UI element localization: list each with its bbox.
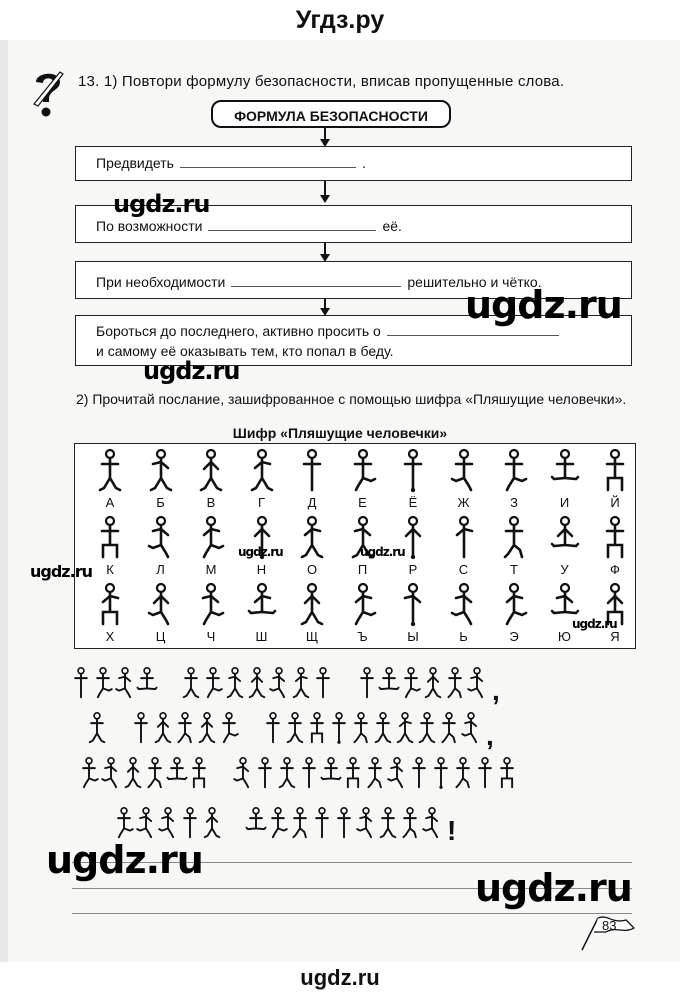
cipher-letter: М [205,562,217,577]
cipher-cell [237,582,287,650]
cipher-cell [590,515,640,583]
dancing-man-icon [166,752,188,796]
dancing-man-icon [262,707,284,751]
dancing-man-icon [146,582,176,630]
cipher-letter: К [106,562,114,577]
cipher-cell [439,448,489,516]
dancing-man-icon [600,515,630,563]
dancing-man-icon [550,448,580,496]
cipher-letter: С [458,562,469,577]
cipher-letter: Ж [457,495,470,510]
dancing-man-icon [408,752,430,796]
dancing-man-icon [297,448,327,496]
dancing-man-icon [196,515,226,563]
dancing-man-icon [86,707,108,751]
dancing-man-icon [312,662,334,706]
formula-step-3: При необходимости решительно и чётко. [75,261,632,299]
dancing-man-icon [394,707,416,751]
cipher-letter: И [559,495,570,510]
cipher-cell [489,515,539,583]
dancing-man-icon [114,662,136,706]
task-part1: 1) Повтори формулу безопасности, вписав пропущенные слова. [103,73,565,90]
cipher-letter: З [510,495,518,510]
cipher-cell [287,448,337,516]
task-number: 13. [78,73,100,90]
dancing-man-icon [284,707,306,751]
cipher-cell [136,448,186,516]
dancing-man-icon [422,662,444,706]
cipher-letter: Э [509,629,519,644]
dancing-man-icon [449,448,479,496]
dancing-man-icon [297,582,327,630]
watermark-text: ugdz.ru [46,838,203,882]
dancing-man-icon [201,802,223,846]
dancing-man-icon [348,582,378,630]
site-header: Угдз.ру [295,6,385,34]
cipher-letter: Ы [407,629,419,644]
dancing-man-icon [416,707,438,751]
dancing-man-icon [342,752,364,796]
punctuation: ! [447,815,457,846]
cipher-letter: Х [105,629,115,644]
cipher-letter: Т [510,562,518,577]
watermark-text: ugdz.ru [30,562,92,581]
dancing-man-icon [196,582,226,630]
dancing-man-icon [474,752,496,796]
page-number-flag [578,910,638,954]
site-footer: ugdz.ru [300,965,380,990]
punctuation: , [492,675,500,706]
cipher-cell [136,515,186,583]
answer-blank-1[interactable] [180,155,356,168]
message-row [78,750,518,796]
cipher-cell [287,582,337,650]
cipher-cell [388,582,438,650]
dancing-man-icon [452,752,474,796]
dancing-man-icon [247,448,277,496]
cipher-cell [237,448,287,516]
dancing-man-icon [466,662,488,706]
dancing-man-icon [348,448,378,496]
cipher-cell [590,582,640,650]
dancing-man-icon [444,662,466,706]
cipher-letter: А [105,495,115,510]
dancing-man-icon [430,752,452,796]
cipher-cell [85,448,135,516]
watermark-text: ugdz.ru [572,617,617,631]
cipher-cell [489,582,539,650]
answer-blank-3[interactable] [231,274,401,287]
cipher-letter: Ю [557,629,572,644]
cipher-letter: Й [610,495,620,510]
cipher-letter: Б [156,495,165,510]
question-pen-icon [30,68,66,120]
watermark-text: ugdz.ru [113,190,210,218]
dancing-man-icon [92,662,114,706]
cipher-table [74,443,636,649]
cipher-letter: В [206,495,216,510]
dancing-man-icon [232,752,254,796]
cipher-letter: Щ [305,629,319,644]
dancing-man-icon [267,802,289,846]
dancing-man-icon [136,662,158,706]
dancing-man-icon [398,448,428,496]
dancing-man-icon [289,802,311,846]
cipher-letter: У [560,562,569,577]
cipher-cell [186,515,236,583]
dancing-man-icon [333,802,355,846]
dancing-man-icon [268,662,290,706]
dancing-man-icon [600,448,630,496]
dancing-man-icon [378,662,400,706]
dancing-man-icon [328,707,350,751]
dancing-man-icon [70,662,92,706]
dancing-man-icon [306,707,328,751]
dancing-man-icon [276,752,298,796]
task-title [78,73,564,90]
cipher-cell [85,515,135,583]
dancing-man-icon [438,707,460,751]
dancing-man-icon [95,515,125,563]
page-number: 83 [602,918,617,933]
cipher-letter: Г [257,495,266,510]
dancing-man-icon [290,662,312,706]
watermark-text: ugdz.ru [238,545,283,559]
dancing-man-icon [400,662,422,706]
formula-title: ФОРМУЛА БЕЗОПАСНОСТИ [211,100,451,128]
watermark-text: ugdz.ru [360,545,405,559]
answer-line-3[interactable] [72,913,632,914]
dancing-man-icon [130,707,152,751]
cipher-cell [540,582,590,650]
dancing-man-icon [224,662,246,706]
answer-blank-2[interactable] [208,218,376,231]
formula-step-1: Предвидеть . [75,146,632,181]
cipher-title: Шифр «Пляшущие человечки» [232,425,448,441]
formula-step-4: Бороться до последнего, активно просить о и самому её оказывать тем, кто попал в беду. [75,315,632,366]
dancing-man-icon [78,752,100,796]
dancing-man-icon [202,662,224,706]
dancing-man-icon [144,752,166,796]
watermark-text: ugdz.ru [475,866,632,910]
cipher-letter: Н [256,562,267,577]
dancing-man-icon [421,802,443,846]
dancing-man-icon [356,662,378,706]
cipher-letter: Ь [459,629,468,644]
dancing-man-icon [196,448,226,496]
dancing-man-icon [499,448,529,496]
dancing-man-icon [460,707,482,751]
cipher-cell [136,582,186,650]
dancing-man-icon [377,802,399,846]
message-row [70,660,500,706]
cipher-cell [85,582,135,650]
cipher-cell [186,448,236,516]
dancing-man-icon [146,448,176,496]
dancing-man-icon [122,752,144,796]
dancing-man-icon [320,752,342,796]
dancing-man-icon [399,802,421,846]
dancing-man-icon [196,707,218,751]
dancing-man-icon [350,707,372,751]
dancing-man-icon [247,582,277,630]
dancing-man-icon [550,515,580,563]
dancing-man-icon [146,515,176,563]
cipher-cell [439,515,489,583]
dancing-man-icon [499,515,529,563]
cipher-cell [439,582,489,650]
dancing-man-icon [355,802,377,846]
dancing-man-icon [449,515,479,563]
cipher-cell [388,448,438,516]
dancing-man-icon [95,448,125,496]
dancing-man-icon [218,707,240,751]
cipher-letter: Л [156,562,165,577]
dancing-man-icon [311,802,333,846]
cipher-cell [338,582,388,650]
dancing-man-icon [254,752,276,796]
task-part2: 2) Прочитай послание, зашифрованное с помощью шифра «Пляшущие человечки». [76,391,627,407]
dancing-man-icon [398,582,428,630]
punctuation: , [486,720,494,751]
cipher-letter: Ш [255,629,268,644]
cipher-letter: Д [307,495,317,510]
dancing-man-icon [298,752,320,796]
dancing-man-icon [152,707,174,751]
cipher-letter: Р [408,562,418,577]
cipher-letter: Ц [155,629,166,644]
dancing-man-icon [174,707,196,751]
cipher-letter: Ъ [357,629,368,644]
cipher-cell [287,515,337,583]
dancing-man-icon [372,707,394,751]
cipher-letter: Я [610,629,620,644]
cipher-cell [489,448,539,516]
cipher-letter: П [357,562,368,577]
cipher-letter: О [306,562,318,577]
dancing-man-icon [386,752,408,796]
dancing-man-icon [100,752,122,796]
dancing-man-icon [499,582,529,630]
dancing-man-icon [246,662,268,706]
cipher-letter: Е [358,495,367,510]
message-row [86,705,494,751]
cipher-letter: Ф [610,562,620,577]
dancing-man-icon [297,515,327,563]
cipher-letter: Ё [408,495,418,510]
connector-line [324,181,326,195]
watermark-text: ugdz.ru [143,357,240,385]
cipher-cell [540,448,590,516]
cipher-letter: Ч [206,629,216,644]
dancing-man-icon [180,662,202,706]
dancing-man-icon [188,752,210,796]
dancing-man-icon [245,802,267,846]
dancing-man-icon [364,752,386,796]
cipher-cell [540,515,590,583]
dancing-man-icon [95,582,125,630]
formula-step-2: По возможности её. [75,205,632,243]
cipher-cell [186,582,236,650]
dancing-man-icon [496,752,518,796]
dancing-man-icon [449,582,479,630]
cipher-cell [590,448,640,516]
cipher-cell [338,448,388,516]
arrow-down-icon [320,195,330,203]
watermark-text: ugdz.ru [465,283,622,327]
